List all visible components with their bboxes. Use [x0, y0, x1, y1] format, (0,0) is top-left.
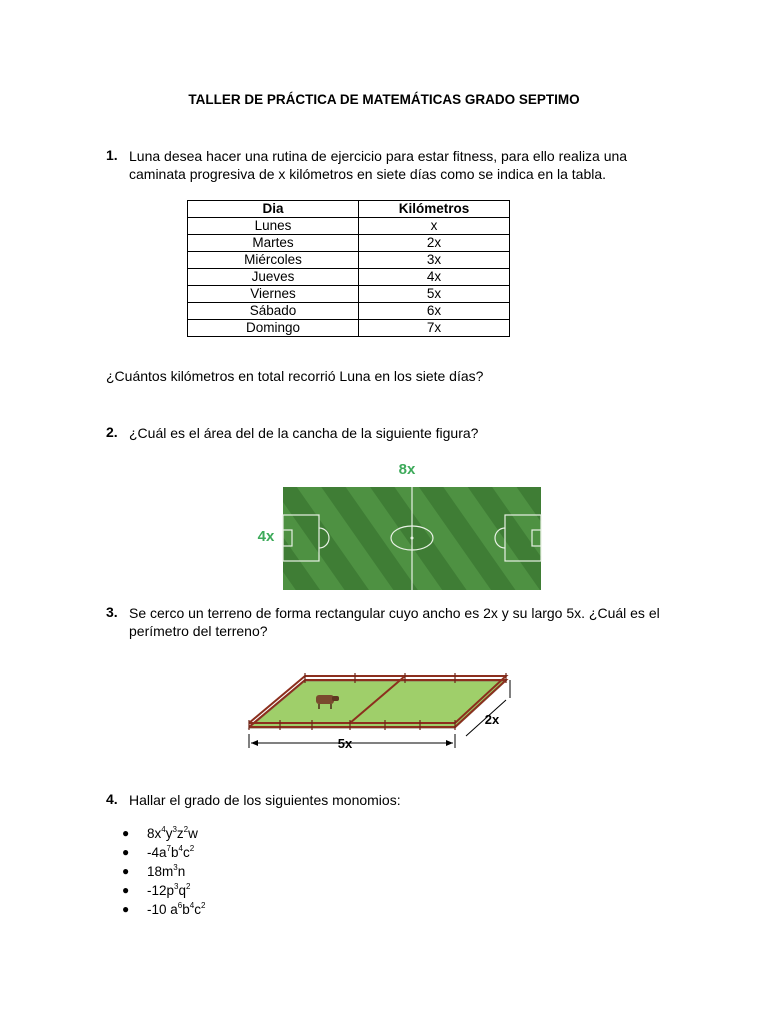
table-cell-day: Miércoles	[188, 252, 359, 269]
field-width-label: 8x	[398, 461, 416, 478]
table-cell-day: Sábado	[188, 303, 359, 320]
table-cell-day: Domingo	[188, 320, 359, 337]
list-item	[122, 843, 205, 862]
list-item	[122, 881, 205, 900]
q4-text: Hallar el grado de los siguientes monomios:	[129, 792, 401, 808]
arrow-right-icon	[446, 740, 453, 746]
center-spot	[411, 537, 414, 540]
monomial-3: $18m^3n$	[147, 863, 186, 879]
km-table-header-km: Kilómetros	[359, 201, 510, 218]
table-row	[188, 286, 510, 303]
table-cell-day: Viernes	[188, 286, 359, 303]
q1-question: ¿Cuántos kilómetros en total recorrió Luna en los siete días?	[106, 368, 484, 384]
monomial-4: $-12p^3q^2$	[147, 882, 191, 898]
km-table-header-row	[188, 201, 510, 218]
q2-text: ¿Cuál es el área del de la cancha de la siguiente figura?	[129, 425, 479, 441]
list-item	[122, 900, 205, 919]
list-item	[122, 862, 205, 881]
km-table	[187, 200, 510, 337]
q3-number: 3.	[106, 604, 118, 620]
bullet-icon: ●	[122, 826, 130, 840]
q1-line1: Luna desea hacer una rutina de ejercicio para estar fitness, para ello realiza una	[129, 148, 628, 164]
monomial-5: -10 $a^6b^4c^2$	[147, 901, 206, 917]
q3-line2: perímetro del terreno?	[129, 623, 268, 639]
field-height-label: 4x	[257, 528, 275, 545]
list-item	[122, 824, 205, 843]
km-table-header-day: Dia	[188, 201, 359, 218]
table-cell-day: Martes	[188, 235, 359, 252]
table-row	[188, 252, 510, 269]
bullet-icon: ●	[122, 902, 130, 916]
monomial-list	[122, 824, 205, 919]
terrain-length-label: 5x	[337, 736, 353, 751]
bullet-icon: ●	[122, 845, 130, 859]
table-cell-km: 3x	[359, 252, 510, 269]
table-row	[188, 218, 510, 235]
q2-number: 2.	[106, 424, 118, 440]
table-cell-km: 4x	[359, 269, 510, 286]
q1-line2: caminata progresiva de x kilómetros en siete días como se indica en la tabla.	[129, 166, 607, 182]
terrain-surface	[249, 681, 506, 728]
table-cell-km: x	[359, 218, 510, 235]
q3-line1: Se cerco un terreno de forma rectangular cuyo ancho es 2x y su largo 5x. ¿Cuál es el	[129, 605, 660, 621]
table-cell-km: 7x	[359, 320, 510, 337]
fenced-field-figure	[240, 668, 520, 758]
table-cell-km: 2x	[359, 235, 510, 252]
table-row	[188, 303, 510, 320]
q4-number: 4.	[106, 791, 118, 807]
page-title: TALLER DE PRÁCTICA DE MATEMÁTICAS GRADO SEPTIMO	[188, 92, 580, 107]
monomial-2: $-4a^7b^4c^2$	[147, 844, 195, 860]
table-cell-km: 5x	[359, 286, 510, 303]
soccer-field-figure	[250, 455, 550, 595]
monomial-1: $8x^4y^3z^2w$	[147, 825, 198, 841]
table-cell-day: Jueves	[188, 269, 359, 286]
terrain-width-label: 2x	[484, 712, 500, 727]
table-row	[188, 320, 510, 337]
table-row	[188, 269, 510, 286]
table-cell-km: 6x	[359, 303, 510, 320]
bullet-icon: ●	[122, 883, 130, 897]
table-cell-day: Lunes	[188, 218, 359, 235]
arrow-left-icon	[251, 740, 258, 746]
table-row	[188, 235, 510, 252]
bullet-icon: ●	[122, 864, 130, 878]
q1-number: 1.	[106, 147, 118, 163]
